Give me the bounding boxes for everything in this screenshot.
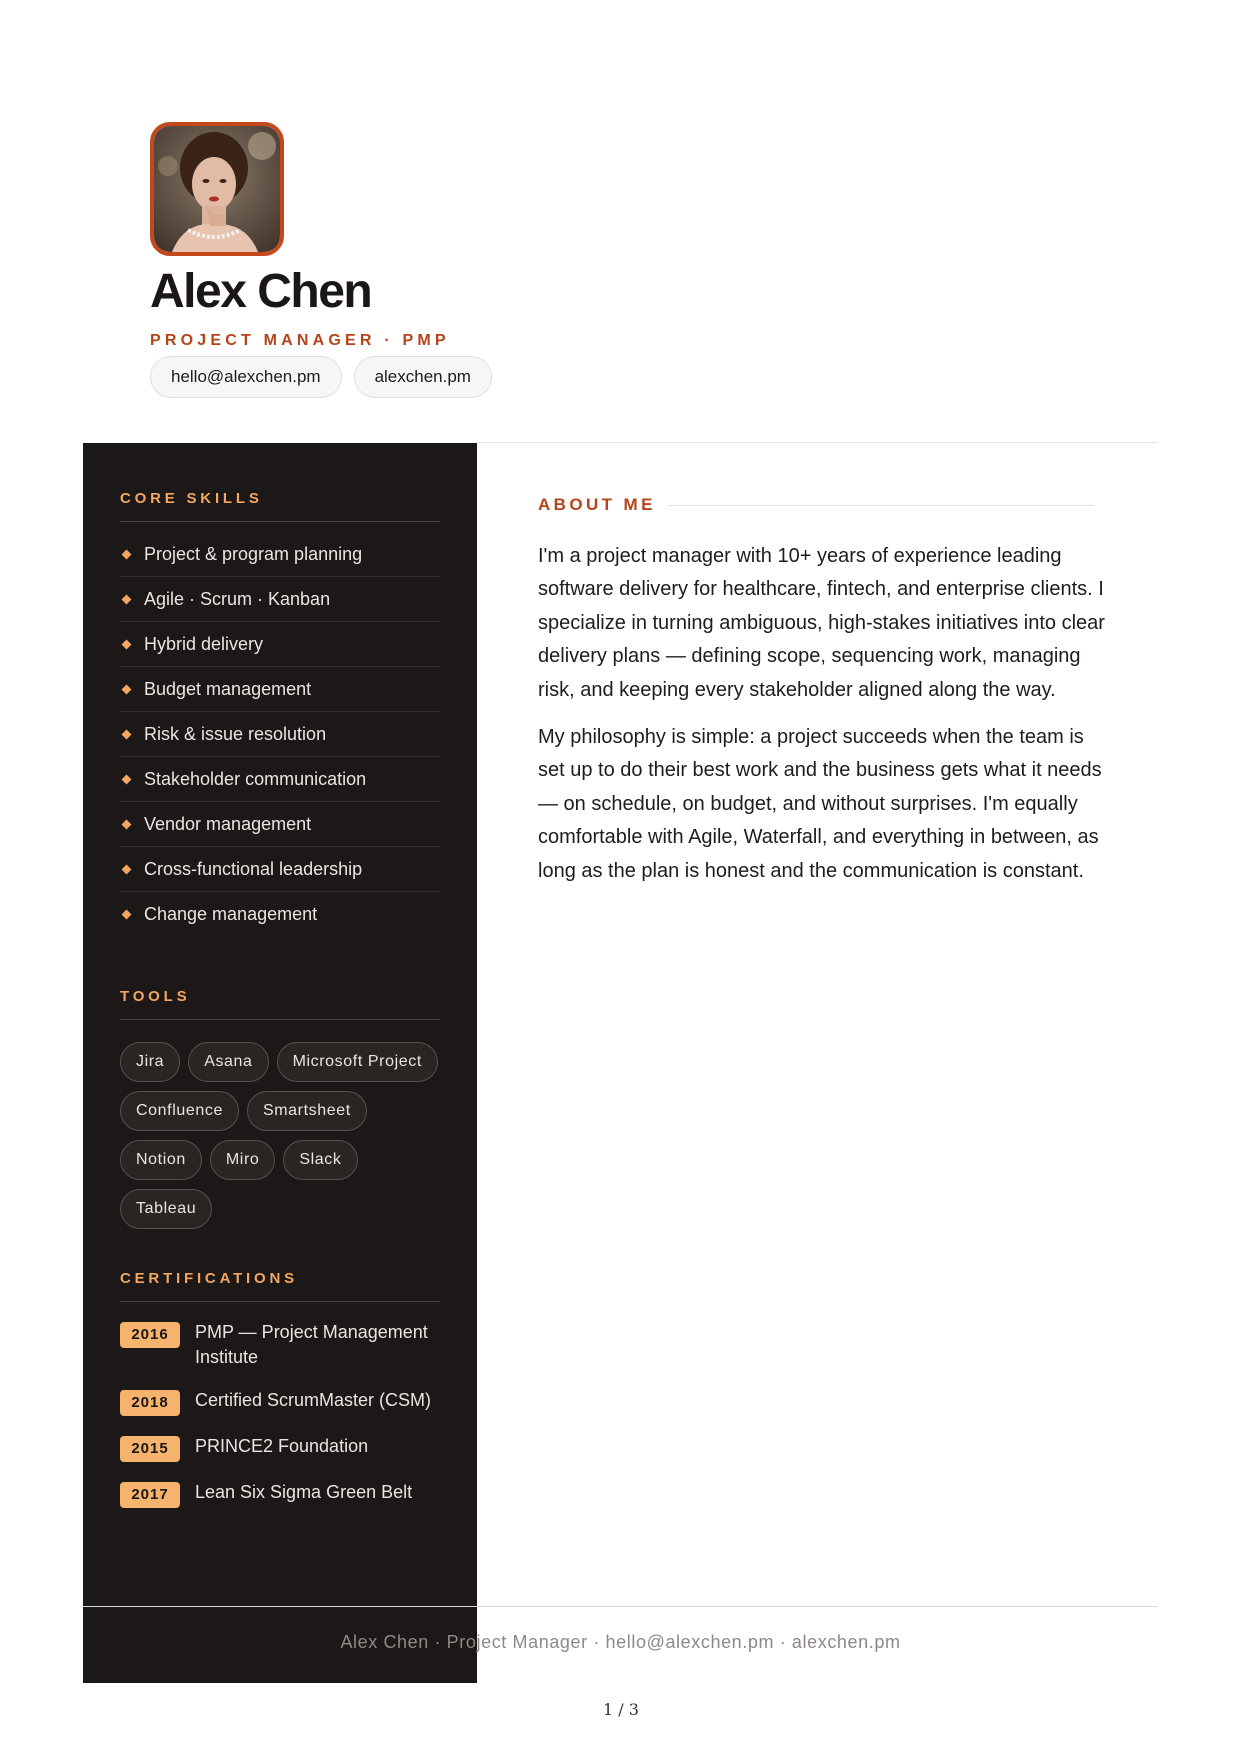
certification-item	[120, 1320, 440, 1370]
list-item	[120, 892, 440, 936]
tool-tag: Jira	[120, 1042, 180, 1082]
skill-label: Cross-functional leadership	[144, 859, 363, 879]
candidate-name: Alex Chen	[150, 265, 372, 318]
certification-name: Lean Six Sigma Green Belt	[195, 1482, 413, 1502]
website-pill[interactable]: alexchen.pm	[354, 356, 492, 398]
about-paragraph: My philosophy is simple: a project succeeds when the team is set up to do their best work and the business gets what it needs — on schedule, on budget, and without surprises. I'm equally comfortable with Agile, Waterfall, and everything in between, as long as the plan is honest and the communication is constant.	[538, 726, 1102, 882]
skill-label: Budget management	[144, 679, 312, 699]
tool-tag: Notion	[120, 1140, 202, 1180]
certification-name: PRINCE2 Foundation	[195, 1436, 369, 1456]
skill-label: Risk & issue resolution	[144, 724, 327, 744]
tools-title: TOOLS	[120, 987, 440, 1020]
certification-name: PMP — Project Management Institute	[195, 1322, 428, 1367]
contact-row	[150, 356, 492, 398]
about-me-body	[538, 540, 1108, 902]
list-item	[120, 532, 440, 577]
header-divider	[476, 442, 1158, 443]
about-me-title: ABOUT ME	[538, 495, 656, 514]
footer-divider	[83, 1606, 1158, 1607]
tool-tag: Smartsheet	[247, 1091, 367, 1131]
skills-list	[120, 532, 440, 936]
job-title: PROJECT MANAGER · PMP	[150, 332, 450, 349]
skill-label: Project & program planning	[144, 544, 363, 564]
core-skills-title: CORE SKILLS	[120, 489, 440, 522]
list-item	[120, 667, 440, 712]
list-item	[120, 802, 440, 847]
list-item	[120, 622, 440, 667]
skill-label: Agile · Scrum · Kanban	[144, 589, 331, 609]
certifications-title: CERTIFICATIONS	[120, 1269, 440, 1302]
footer-text: Alex Chen · Project Manager · hello@alexchen.pm · alexchen.pm	[340, 1632, 901, 1652]
diamond-bullet-icon	[122, 549, 132, 559]
tool-tag: Miro	[210, 1140, 276, 1180]
year-badge: 2018	[120, 1390, 180, 1416]
certification-item	[120, 1388, 440, 1416]
diamond-bullet-icon	[122, 594, 132, 604]
diamond-bullet-icon	[122, 774, 132, 784]
diamond-bullet-icon	[122, 684, 132, 694]
skill-label: Change management	[144, 904, 318, 924]
tools-list	[120, 1042, 440, 1229]
skill-label: Stakeholder communication	[144, 769, 367, 789]
list-item	[120, 847, 440, 892]
certification-item	[120, 1480, 440, 1508]
year-badge: 2016	[120, 1322, 180, 1348]
diamond-bullet-icon	[122, 639, 132, 649]
tool-tag: Microsoft Project	[277, 1042, 438, 1082]
year-badge: 2015	[120, 1436, 180, 1462]
tool-tag: Asana	[188, 1042, 268, 1082]
diamond-bullet-icon	[122, 819, 132, 829]
list-item	[120, 757, 440, 802]
certifications-section	[120, 1269, 440, 1508]
list-item	[120, 712, 440, 757]
email-pill[interactable]: hello@alexchen.pm	[150, 356, 342, 398]
about-paragraph: I'm a project manager with 10+ years of experience leading software delivery for healthcare, fintech, and enterprise clients. I specialize in turning ambiguous, high-stakes initiatives into clear delivery plans — defining scope, sequencing work, managing risk, and keeping every stakeholder aligned along the way.	[538, 545, 1105, 701]
year-badge: 2017	[120, 1482, 180, 1508]
page-number: 1 / 3	[603, 1700, 639, 1719]
tool-tag: Slack	[283, 1140, 357, 1180]
skill-label: Hybrid delivery	[144, 634, 264, 654]
tool-tag: Tableau	[120, 1189, 212, 1229]
list-item	[120, 577, 440, 622]
avatar	[150, 122, 284, 256]
section-divider	[668, 505, 1094, 506]
skill-label: Vendor management	[144, 814, 312, 834]
diamond-bullet-icon	[122, 909, 132, 919]
diamond-bullet-icon	[122, 864, 132, 874]
tools-section	[120, 987, 440, 1229]
sidebar	[83, 443, 477, 1683]
certification-item	[120, 1434, 440, 1462]
tool-tag: Confluence	[120, 1091, 239, 1131]
profile-photo	[154, 126, 280, 252]
certification-name: Certified ScrumMaster (CSM)	[195, 1390, 432, 1410]
diamond-bullet-icon	[122, 729, 132, 739]
core-skills-section	[120, 489, 440, 936]
